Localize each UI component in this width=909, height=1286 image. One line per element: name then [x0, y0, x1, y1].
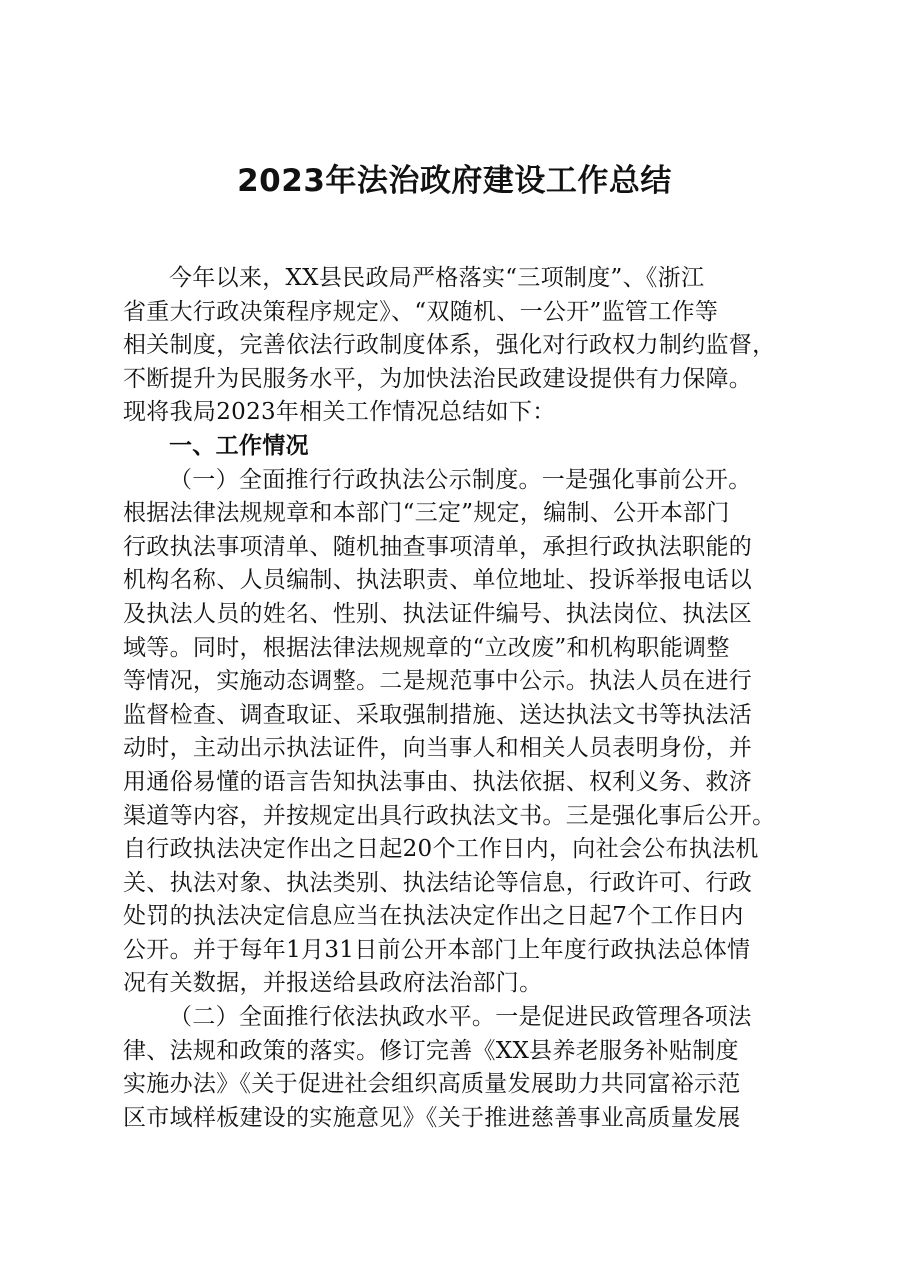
- text-line: 相关制度，完善依法行政制度体系，强化对行政权力制约监督，: [123, 332, 776, 359]
- text-line: 律、法规和政策的落实。修订完善《XX县养老服务补贴制度: [123, 1037, 739, 1064]
- text-line: 关、执法对象、执法类别、执法结论等信息，行政许可、行政: [123, 869, 753, 896]
- text-line: 况有关数据，并报送给县政府法治部门。: [123, 970, 543, 997]
- subsection-heading-line: （一）全面推行行政执法公示制度。一是强化事前公开。: [169, 466, 752, 493]
- text-line: 机构名称、人员编制、执法职责、单位地址、投诉举报电话以: [123, 567, 753, 594]
- text-line: 区市域样板建设的实施意见》《关于推进慈善事业高质量发展: [123, 1104, 741, 1131]
- text-line: 监督检查、调查取证、采取强制措施、送达执法文书等执法活: [123, 701, 753, 728]
- text-line: 自行政执法决定作出之日起20个工作日内，向社会公布执法机: [123, 836, 759, 863]
- text-line: 用通俗易懂的语言告知执法事由、执法依据、权利义务、救济: [123, 768, 753, 795]
- subsection-heading-line: （二）全面推行依法执政水平。一是促进民政管理各项法: [169, 1004, 752, 1031]
- text-line: 及执法人员的姓名、性别、执法证件编号、执法岗位、执法区: [123, 600, 753, 627]
- section-heading: 一、工作情况: [169, 432, 309, 459]
- text-line: 动时，主动出示执法证件，向当事人和相关人员表明身份，并: [123, 735, 753, 762]
- document-title: 2023年法治政府建设工作总结: [237, 163, 672, 199]
- text-line: 行政执法事项清单、随机抽查事项清单，承担行政执法职能的: [123, 533, 753, 560]
- text-line: 根据法律法规规章和本部门“三定”规定，编制、公开本部门: [123, 500, 730, 527]
- text-line: 今年以来，XX县民政局严格落实“三项制度”、《浙江: [169, 265, 705, 291]
- document-body: [123, 262, 813, 1135]
- text-line: 省重大行政决策程序规定》、“双随机、一公开”监管工作等: [123, 298, 719, 325]
- text-line: 域等。同时，根据法律法规规章的“立改废”和机构职能调整: [123, 634, 730, 661]
- text-line: 实施办法》《关于促进社会组织高质量发展助力共同富裕示范: [123, 1071, 741, 1098]
- text-line: 等情况，实施动态调整。二是规范事中公示。执法人员在进行: [123, 668, 753, 695]
- text-line: 处罚的执法决定信息应当在执法决定作出之日起7个工作日内: [123, 903, 744, 930]
- text-line: 不断提升为民服务水平，为加快法治民政建设提供有力保障。: [123, 365, 753, 392]
- text-line: 公开。并于每年1月31日前公开本部门上年度行政执法总体情: [123, 936, 751, 963]
- text-line: 渠道等内容，并按规定出具行政执法文书。三是强化事后公开。: [123, 802, 776, 829]
- text-line: 现将我局2023年相关工作情况总结如下：: [123, 399, 556, 426]
